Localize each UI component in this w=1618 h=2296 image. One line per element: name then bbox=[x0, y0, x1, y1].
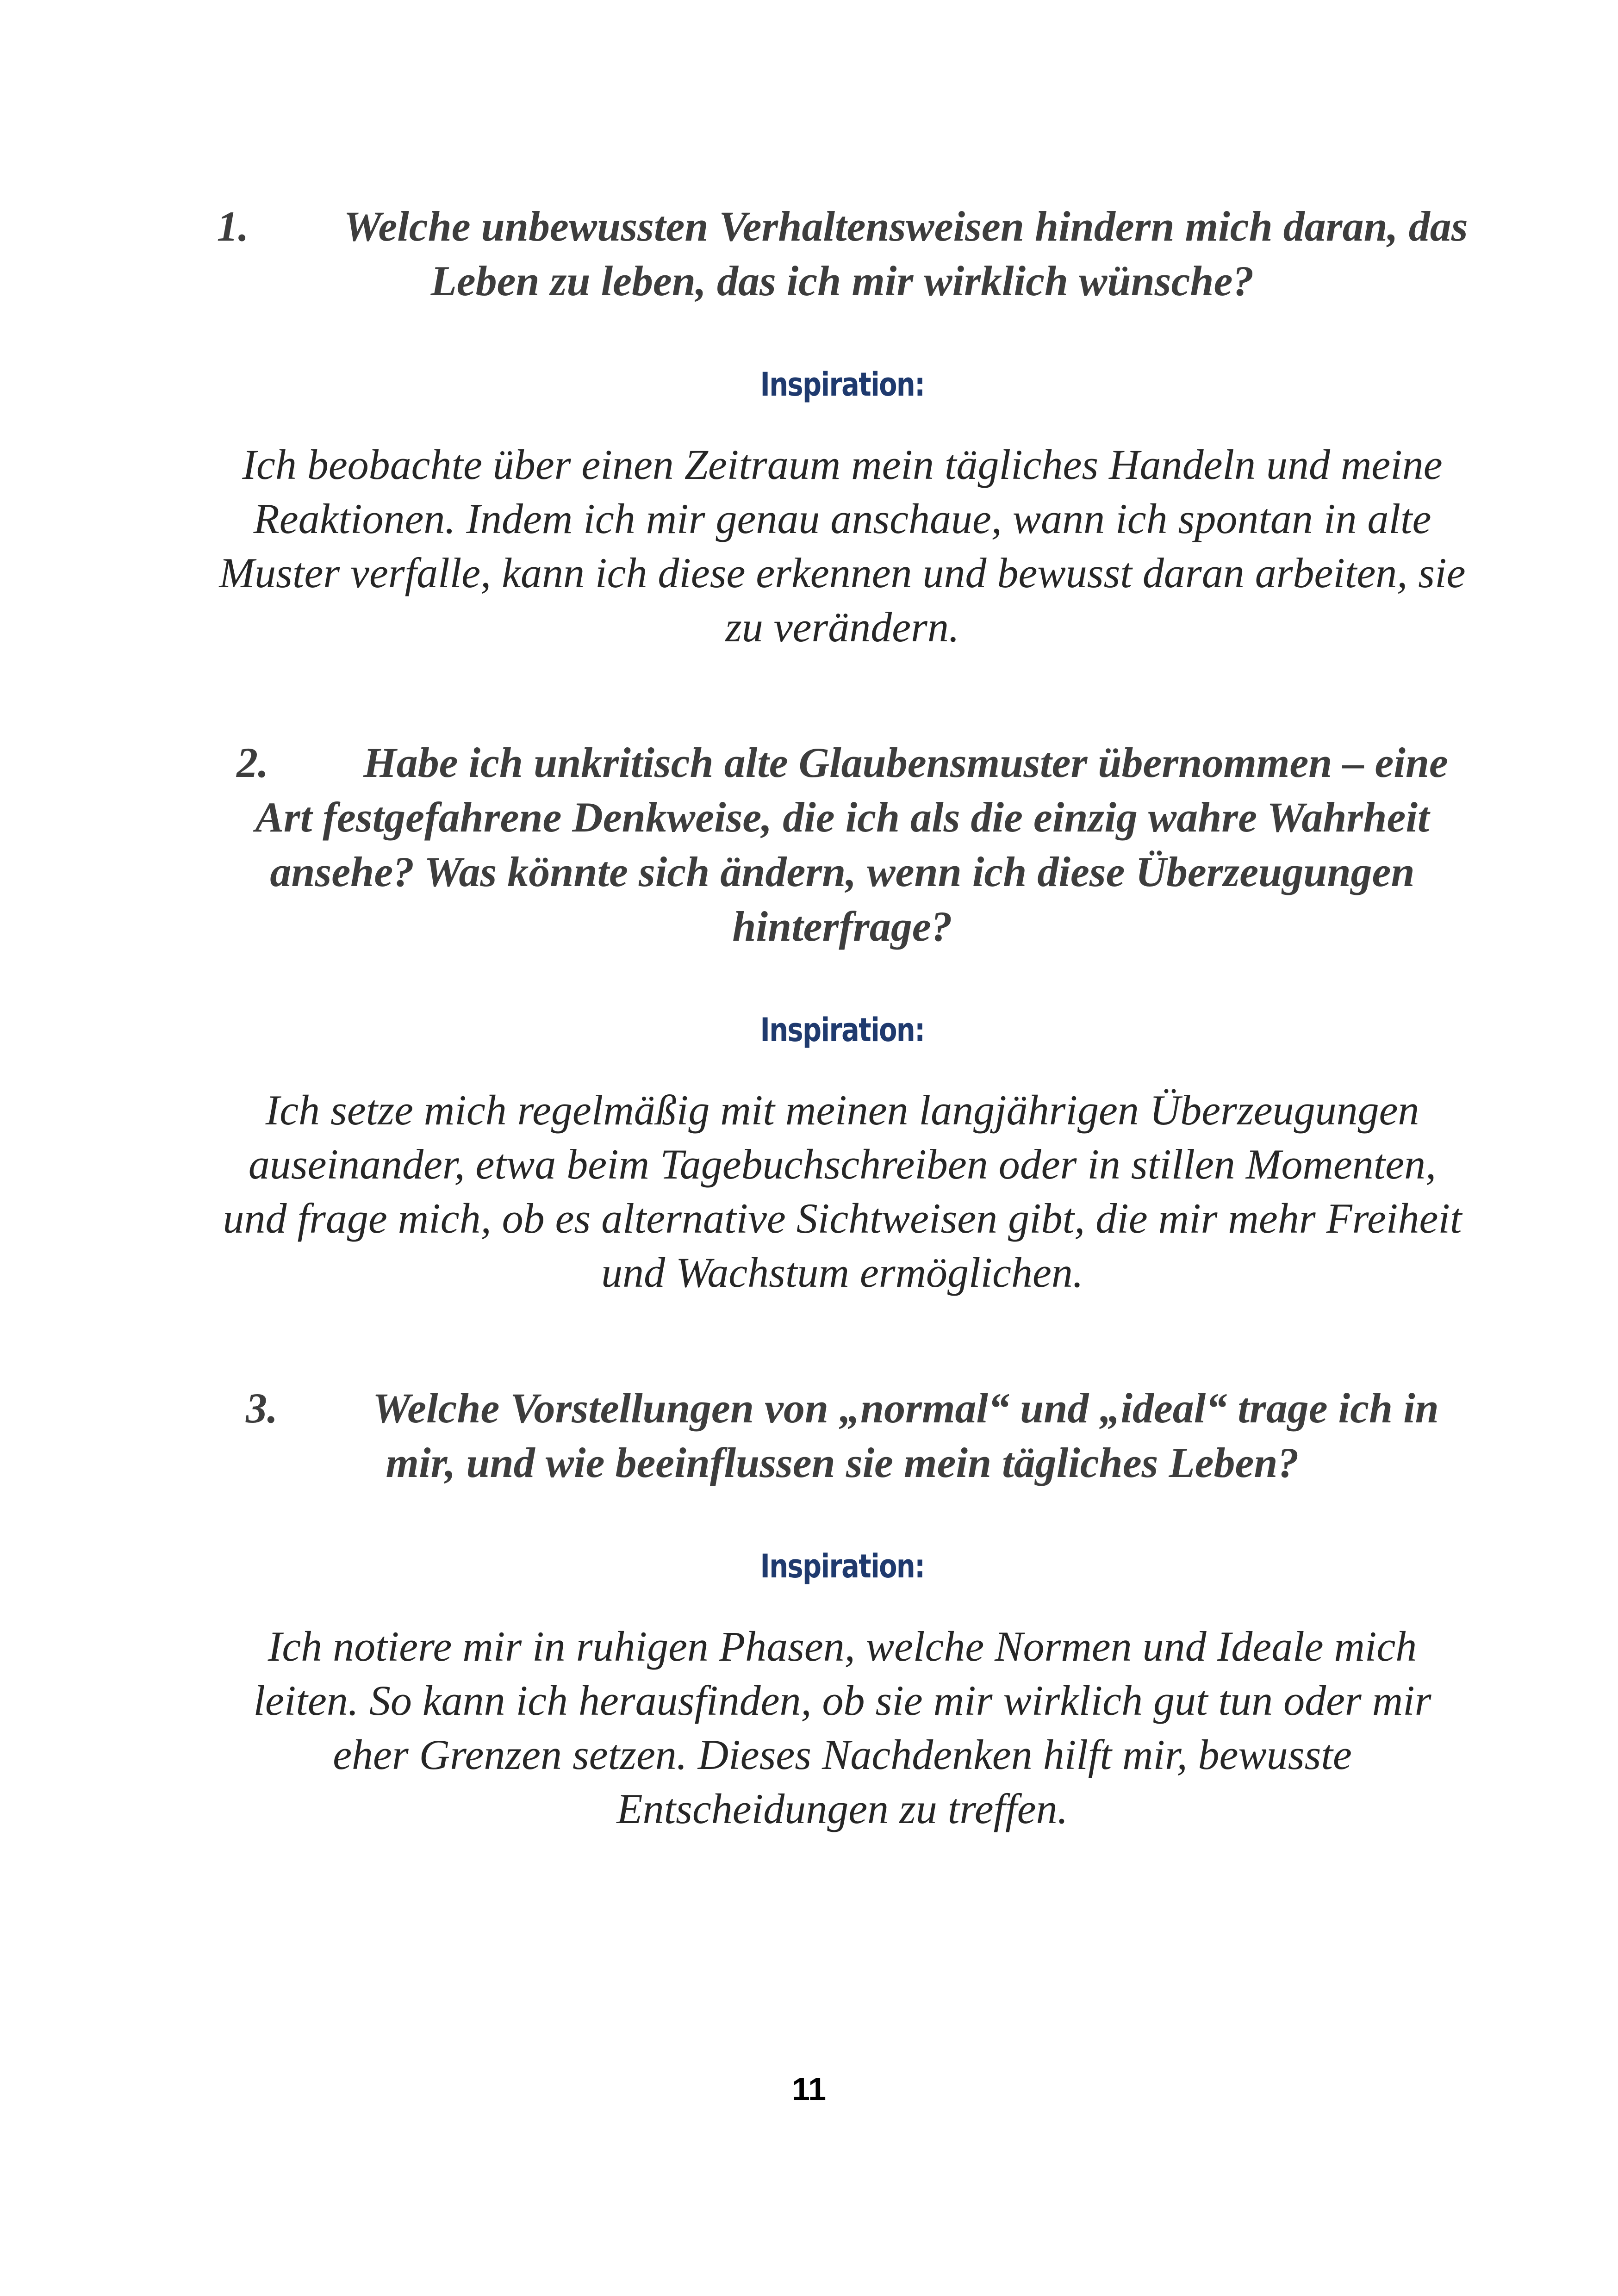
inspiration-heading-3: Inspiration: bbox=[760, 1547, 925, 1585]
page-content bbox=[213, 199, 1472, 1836]
question-2-text: Habe ich unkritisch alte Glaubensmuster übernommen – eine Art festgefahrene Denkweise, die ich als die einzig wahre Wahrheit ansehe? Was könnte sich ändern, wenn ich diese Überzeugungen hinterfrage? bbox=[255, 739, 1448, 950]
question-1-number: 1. bbox=[217, 203, 249, 250]
inspiration-heading-2: Inspiration: bbox=[760, 1011, 925, 1049]
question-2-number: 2. bbox=[236, 739, 269, 786]
answer-1: Ich beobachte über einen Zeitraum mein tägliches Handeln und meine Reaktionen. Indem ich mir genau anschaue, wann ich spontan in alte Muster verfalle, kann ich diese erkennen und bewusst daran arbeiten, sie zu verändern. bbox=[219, 441, 1466, 651]
inspiration-heading-1: Inspiration: bbox=[760, 366, 925, 403]
question-2 bbox=[213, 735, 1472, 954]
answer-2: Ich setze mich regelmäßig mit meinen langjährigen Überzeugungen auseinander, etwa beim Tagebuchschreiben oder in stillen Momenten, und frage mich, ob es alternative Sichtweisen gibt, die mir mehr Freiheit und Wachstum ermöglichen. bbox=[223, 1086, 1462, 1296]
page-number: 11 bbox=[792, 2071, 826, 2107]
question-3 bbox=[213, 1381, 1472, 1490]
question-3-number: 3. bbox=[246, 1384, 278, 1432]
question-3-text: Welche Vorstellungen von „normal“ und „ideal“ trage ich in mir, und wie beeinflussen sie mein tägliches Leben? bbox=[373, 1384, 1439, 1486]
question-1-text: Welche unbewussten Verhaltensweisen hindern mich daran, das Leben zu leben, das ich mir wirklich wünsche? bbox=[343, 203, 1468, 304]
question-1 bbox=[213, 199, 1472, 308]
answer-3: Ich notiere mir in ruhigen Phasen, welche Normen und Ideale mich leiten. So kann ich herausfinden, ob sie mir wirklich gut tun oder mir eher Grenzen setzen. Dieses Nachdenken hilft mir, bewusste Entscheidungen zu treffen. bbox=[253, 1623, 1431, 1832]
